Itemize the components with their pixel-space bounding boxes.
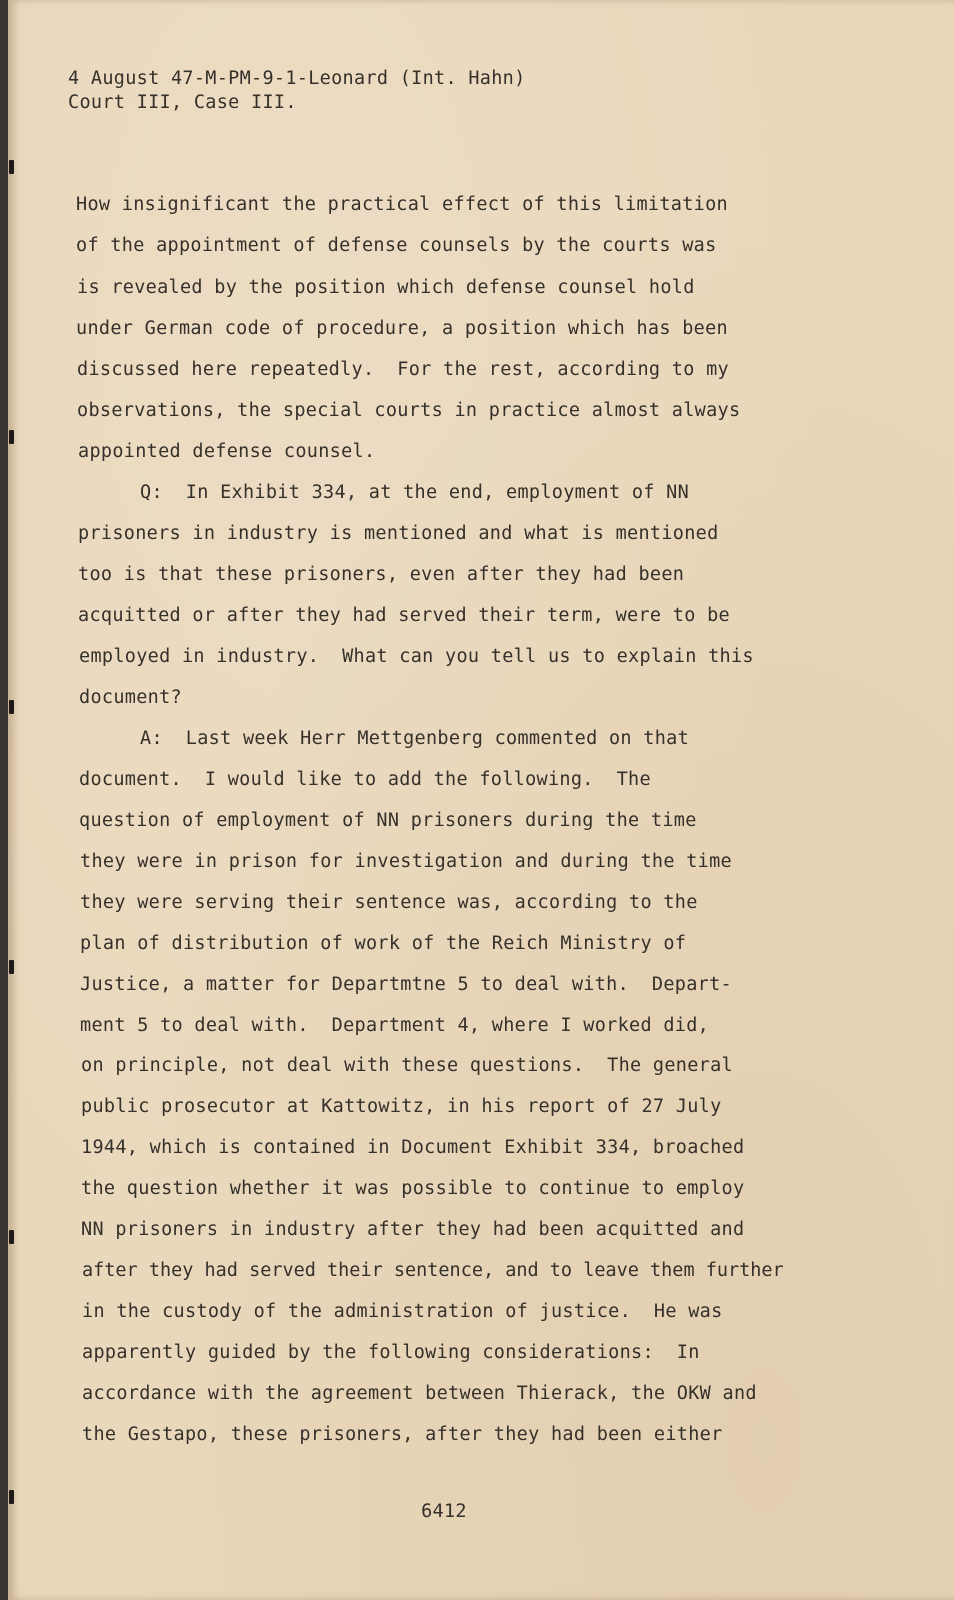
body-line: Justice, a matter for Departmtne 5 to deal with. Depart- [80,974,732,995]
question-line: Q: In Exhibit 334, at the end, employment of NN [140,482,690,503]
body-line: accordance with the agreement between Thierack, the OKW and [82,1383,757,1404]
body-line: NN prisoners in industry after they had been acquitted and [81,1219,745,1240]
body-line: public prosecutor at Kattowitz, in his report of 27 July [81,1096,722,1117]
body-line: document? [79,687,182,708]
body-line: after they had served their sentence, and to leave them further [82,1260,784,1281]
body-line: under German code of procedure, a position which has been [76,318,728,339]
body-line: document. I would like to add the following. The [79,769,651,790]
body-line: discussed here repeatedly. For the rest, according to my [77,359,729,380]
body-line: question of employment of NN prisoners during the time [79,810,697,831]
body-line: apparently guided by the following considerations: In [82,1342,700,1363]
body-line: of the appointment of defense counsels by the courts was [76,235,717,256]
body-line: prisoners in industry is mentioned and what is mentioned [78,523,719,544]
body-line: acquitted or after they had served their term, were to be [78,605,730,626]
header-line-1: 4 August 47-M-PM-9-1-Leonard (Int. Hahn) [68,68,526,89]
body-line: they were in prison for investigation and during the time [80,851,732,872]
page-number: 6412 [421,1501,467,1522]
body-line: ment 5 to deal with. Department 4, where I worked did, [80,1015,710,1036]
body-line: the Gestapo, these prisoners, after they had been either [82,1424,723,1445]
body-line: employed in industry. What can you tell us to explain this [79,646,754,667]
body-line: appointed defense counsel. [78,441,376,462]
header-line-2: Court III, Case III. [68,92,297,113]
body-line: observations, the special courts in practice almost always [77,400,741,421]
body-line: the question whether it was possible to continue to employ [81,1178,745,1199]
body-line: they were serving their sentence was, according to the [80,892,698,913]
answer-line: A: Last week Herr Mettgenberg commented on that [140,728,690,749]
body-line: on principle, not deal with these questions. The general [81,1055,733,1076]
body-line: plan of distribution of work of the Reich Ministry of [80,933,687,954]
body-line: too is that these prisoners, even after they had been [78,564,685,585]
body-line: How insignificant the practical effect of this limitation [76,194,728,215]
body-line: in the custody of the administration of justice. He was [82,1301,723,1322]
body-line: 1944, which is contained in Document Exhibit 334, broached [81,1137,745,1158]
body-line: is revealed by the position which defense counsel hold [77,277,695,298]
